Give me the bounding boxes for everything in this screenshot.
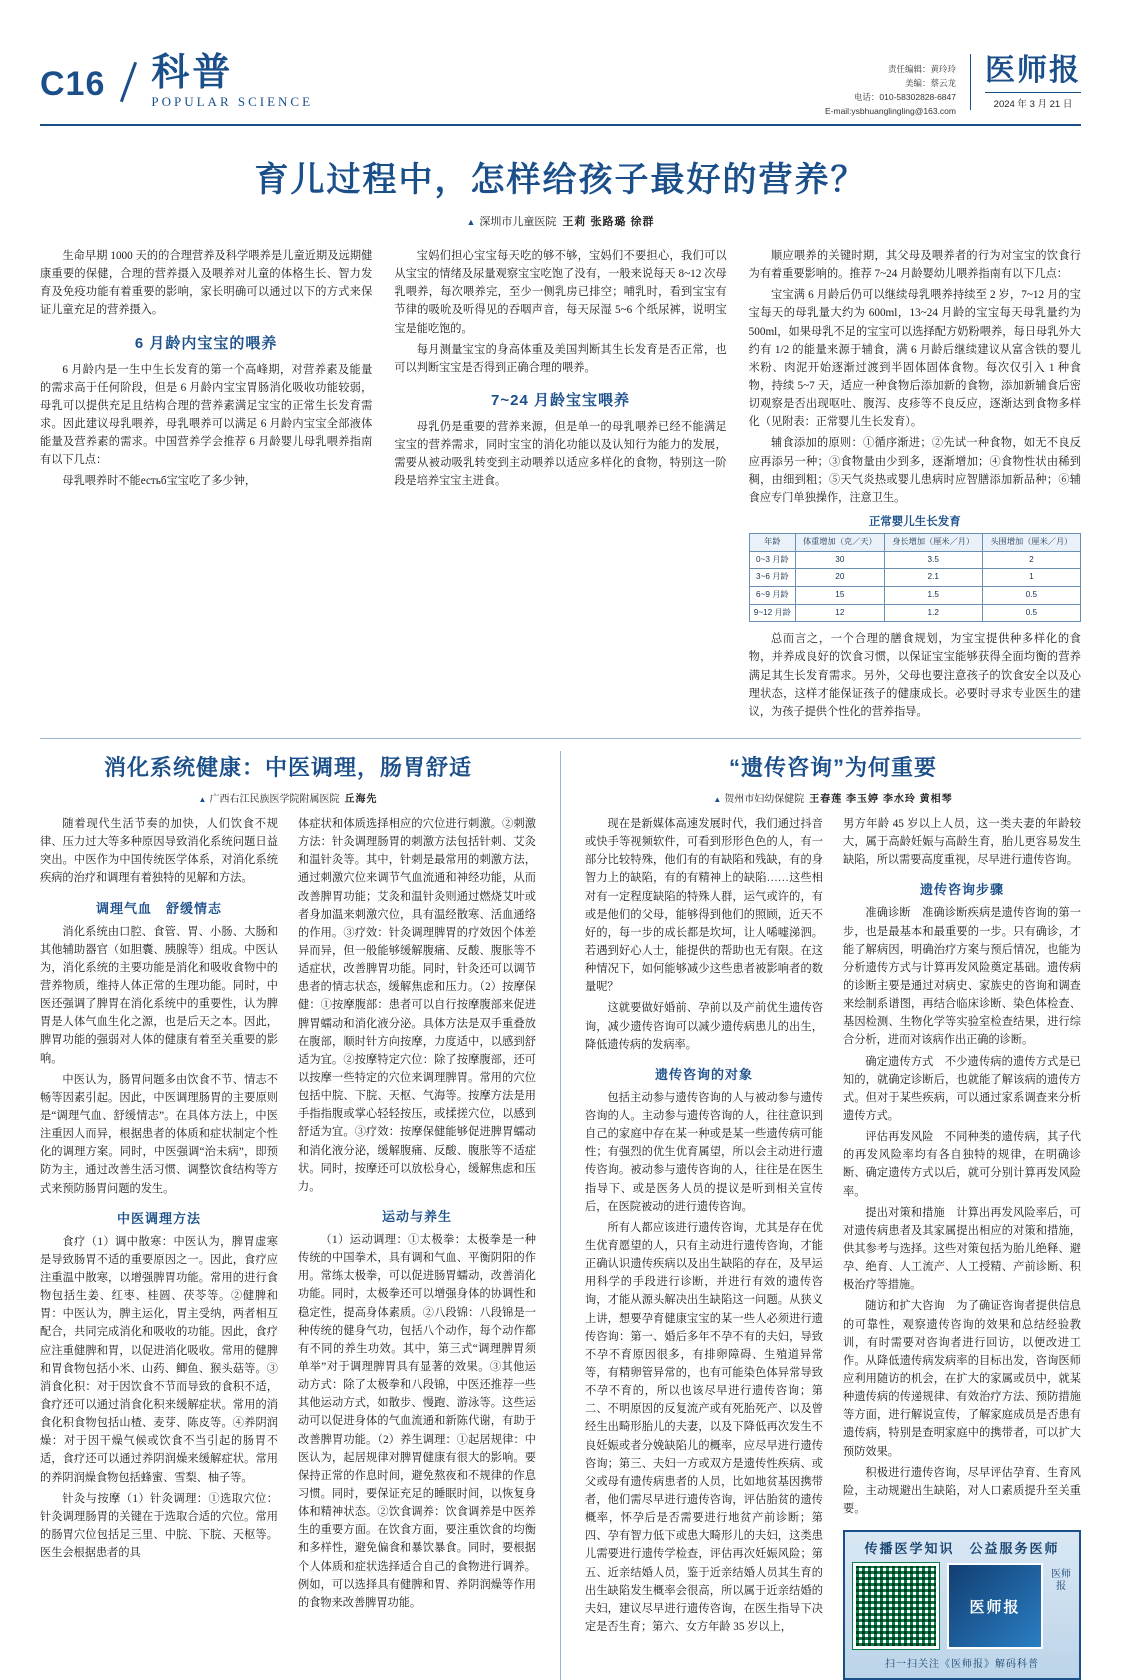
article-title-genetic: “遗传咨询”为何重要 <box>728 755 937 781</box>
slash-divider-icon <box>115 59 141 103</box>
genetic-col-1 <box>585 815 823 1680</box>
paragraph: 母乳仍是重要的营养来源，但是单一的母乳喂养已经不能满足宝宝的营养需求，同时宝宝的消化功能以及认知行为能力的发展，需要从被动吸乳转变到主动喂养以适应多样化的食物，特别这一阶段是培养宝宝主进食。 <box>394 421 727 488</box>
lower-articles <box>40 751 1081 1680</box>
masthead-left <box>40 54 313 108</box>
article-byline-genetic <box>585 790 1081 805</box>
cell: 1 <box>982 569 1080 587</box>
cell: 30 <box>796 551 885 569</box>
page-number: C16 <box>40 65 106 103</box>
paragraph: 确定遗传方式 不少遗传病的遗传方式是已知的，就确定诊断后，也就能了解该病的遗传方式。但对于某些疾病，可以通过家系调查来分析遗传方式。 <box>843 1055 1081 1122</box>
section-title-block <box>151 54 313 108</box>
credit-designer: 美编：蔡云龙 <box>904 78 956 89</box>
subheading-6month: 6 月龄内宝宝的喂养 <box>134 334 278 352</box>
credit-editor: 责任编辑：黄玲玲 <box>887 64 956 74</box>
paragraph: 男方年龄 45 岁以上人员，这一类夫妻的年龄较大，属于高龄妊娠与高龄生育，胎儿更容易发生缺陷，所以需要高度重视，尽早进行遗传咨询。 <box>843 818 1081 867</box>
article-genetic-counseling <box>585 751 1081 1680</box>
subheading-steps: 遗传咨询步骤 <box>919 882 1004 898</box>
paragraph: 母乳喂养时不能естьб宝宝吃了多少钟， <box>62 475 257 488</box>
masthead-credits <box>825 54 956 118</box>
lead-byline <box>40 213 1081 229</box>
lead-headline: 育儿过程中，怎样给孩子最好的营养？ <box>254 161 867 200</box>
lead-col-2 <box>394 247 726 724</box>
article-digestive <box>40 751 536 1680</box>
cell: 0.5 <box>982 604 1080 622</box>
table-row <box>749 604 1080 622</box>
promo-caption: 扫一扫关注《医师报》解码科普 <box>885 1659 1039 1671</box>
cell: 1.2 <box>884 604 982 622</box>
triangle-bullet-icon: ▲ <box>713 795 722 805</box>
paragraph: 评估再发风险 不同种类的遗传病，其子代的再发风险率均有各自独特的规律，在明确诊断、确定遗传方式以后，就可分别计算再发风险率。 <box>843 1131 1081 1198</box>
lead-byline-names: 王莉 张路璐 徐群 <box>562 216 655 229</box>
paragraph: 宝宝满 6 月龄后仍可以继续母乳喂养持续至 2 岁，7~12 月的宝宝每天的母乳量大约为 600ml，13~24 月龄的宝宝每天母乳量约为 500ml，如果母乳不足的宝宝可以选择配方奶粉喂养，每日母乳外大约有 1/2 的能量来源于辅食，满 6 月龄后继续建议从富含铁的婴儿米粉、肉泥开始逐渐过渡到半固体固体食物。每次仅引入 1 种食物，持续 5~7 天，适应一种食物后添加新的食物，添加新辅食后密切观察是否出现呕吐、腹泻、皮疹等不良反应，逐渐达到食物多样化（见附表：正常婴儿生长发育）。 <box>748 289 1081 429</box>
th-head: 头围增加（厘米／月） <box>982 534 1080 552</box>
th-length: 身长增加（厘米／月） <box>884 534 982 552</box>
promo-box[interactable] <box>843 1530 1081 1680</box>
promo-title: 传播医学知识 公益服务医师 <box>864 1541 1060 1557</box>
credit-email: E-mail:ysbhuanglingling@163.com <box>824 106 956 117</box>
cell: 15 <box>796 587 885 605</box>
paragraph: 生命早期 1000 天的的合理营养及科学喂养是儿童近期及远期健康重要的保健，合理的营养摄入及喂养对儿童的体格生长、智力发育及免疫功能有着重要的影响，家长明确可以通过以下的方式来保证儿童充足的营养摄入。 <box>40 250 373 317</box>
paragraph: 准确诊断 准确诊断疾病是遗传咨询的第一步，也是最基本和最重要的一步。只有确诊，才能了解病因，明确治疗方案与预后情况，也能为分析遗传方式与计算再发风险奠定基础。遗传病的诊断主要是通过对病史、家族史的咨询和调查来绘制系谱图，再结合临床诊断、染色体检查、基因检测、生物化学等实验室检查结果，进行综合分析，进而对该病作出正确的诊断。 <box>843 907 1081 1047</box>
paragraph: 中医认为，肠胃问题多由饮食不节、情志不畅等因素引起。因此，中医调理肠胃的主要原则是“调理气血、舒缓情志”。在具体方法上，中医注重因人而异，根据患者的体质和症状制定个性化的调理方案。同时，中医强调“治未病”，即预防为主，通过改善生活习惯、调整饮食结构等方式来预防肠胃问题的发生。 <box>40 1073 278 1195</box>
promo-side-label: 医师报 <box>1051 1569 1071 1592</box>
cell: 0.5 <box>982 587 1080 605</box>
publication-date: 2024 年 3 月 21 日 <box>985 92 1081 110</box>
growth-table-title: 正常婴儿生长发育 <box>868 516 961 529</box>
paper-logo <box>970 54 1081 110</box>
section-divider <box>40 738 1081 739</box>
cell: 3~6 月龄 <box>749 569 795 587</box>
digestive-columns <box>40 815 536 1615</box>
paragraph: 体症状和体质选择相应的穴位进行刺激。②刺激方法：针灸调理肠胃的刺激方法包括针刺、艾灸和温针灸等。其中，针刺是最常用的刺激方法，通过刺激穴位来调节气血流通和神经功能，从而改善脾胃功能；艾灸和温针灸则通过燃烧艾叶或者身加温来刺激穴位，具有温经散寒、活血通络的作用。③疗效：针灸调理脾胃的疗效因个体差异而异，但一般能够缓解腹痛、反酸、腹胀等不适症状，改善脾胃功能。同时，针灸还可以调节患者的情志状态，缓解焦虑和压力。（2）按摩保健：①按摩腹部：患者可以自行按摩腹部来促进脾胃蠕动和消化液分泌。具体方法是双手重叠放在腹部，顺时针方向按摩，力度适中，以感到舒适为宜。②按摩特定穴位：除了按摩腹部，还可以按摩一些特定的穴位来调理脾胃。常用的穴位包括中脘、下脘、天枢、气海等。按摩方法是用手指指腹或掌心轻轻按压，或揉搓穴位，以感到舒适为宜。③疗效：按摩保健能够促进脾胃蠕动和消化液分泌，缓解腹痛、反酸、腹胀等不适症状。同时，按摩还可以放松身心，缓解焦虑和压力。 <box>298 818 536 1193</box>
cell: 0~3 月龄 <box>749 551 795 569</box>
column-divider <box>560 751 561 1680</box>
cell: 2 <box>982 551 1080 569</box>
promo-banner: 医师报 <box>947 1563 1043 1649</box>
cell: 3.5 <box>884 551 982 569</box>
triangle-bullet-icon: ▲ <box>198 795 207 805</box>
lead-col-1 <box>40 247 372 724</box>
paragraph: 所有人都应该进行遗传咨询，尤其是存在优生优育愿望的人，只有主动进行遗传咨询，才能正确认识遗传疾病以及出生缺陷的存在，及早运用科学的手段进行诊断，并进行有效的遗传咨询，才能从源头解决出生缺陷这一问题。从狭义上讲，想要孕育健康宝宝的某一些人必须进行遗传咨询：第一、婚后多年不孕不有的夫妇，导致不孕不育原因很多，有排卵障碍、生殖道异常等，有精卵管异常的，也有可能染色体异常导致不孕不育的，所以也该尽早进行遗传咨询；第二、不明原因的反复流产或有死胎死产、以及曾经生出畸形胎儿的夫妻，以及下降低再次发生不良妊娠或者分娩缺陷儿的概率，应尽早进行遗传咨询；第三、夫妇一方或双方是遗传性疾病、或父或母有遗传病患者的人员，比如地贫基因携带者，他们需尽早进行遗传咨询，评估胎贫的遗传概率，怀孕后是否需要进行地贫产前诊断；第四、孕有智力低下或患大畸形儿的夫妇，这类患儿需要进行遗传学检查，评估再次妊娠风险；第五、近亲结婚人员，鉴于近亲结婚人员其生育的出生缺陷发生概率会很高，所以属于近亲结婚的夫妇，建议尽早进行遗传咨询，在医生指导下决定是否生育；第六、女方年龄 35 岁以上， <box>585 1221 823 1633</box>
byline-org: 广西右江民族医学院附属医院 <box>209 794 340 806</box>
paragraph: 6 月龄内是一生中生长发育的第一个高峰期，对营养素及能量的需求高于任何阶段，但是 6 月龄内宝宝胃肠消化吸收功能较弱，母乳可以提供充足且结构合理的营养素满足宝宝的正常生长发育需求。因此建议母乳喂养，母乳喂养可以满足 6 月龄内宝宝全部液体能量及营养素的需求。中国营养学会推荐 6 月龄婴儿母乳喂养指南有以下几点： <box>40 363 373 467</box>
subheading-exercise: 运动与养生 <box>381 1208 452 1224</box>
article-title-digestive: 消化系统健康：中医调理，肠胃舒适 <box>103 755 472 781</box>
paragraph: 针灸与按摩（1）针灸调理：①选取穴位：针灸调理肠胃的关键在于选取合适的穴位。常用的肠胃穴位包括足三里、中脘、下脘、天枢等。医生会根据患者的具 <box>40 1492 278 1560</box>
lead-col-3 <box>749 247 1081 724</box>
growth-table <box>749 533 1081 622</box>
digestive-col-2 <box>298 815 536 1615</box>
qr-code-icon[interactable] <box>853 1563 939 1649</box>
paragraph: 随着现代生活节奏的加快，人们饮食不规律、压力过大等多种原因导致消化系统问题日益突出。中医作为中国传统医学体系，对消化系统疾病的治疗和调理有着独特的见解和方法。 <box>40 818 278 885</box>
digestive-col-1 <box>40 815 278 1615</box>
paragraph: 现在是新媒体高速发展时代，我们通过抖音或快手等视频软件，可看到形形色色的人，有一部分比较特殊，他们有的有缺陷和残缺，有的身智力上的缺陷，有的有精神上的缺陷……这些相对有一定程度缺陷的特殊人群，运气或许的，有或是他们的父母，能够得到他们的照顾，近天不好的，每一步的成长都是坎坷，让人唏嘘涕泗。若遇到好心人士，能提供的帮助也无有限。在这种情况下，如何能够减少这些患者被影响者的数量呢？ <box>585 818 823 994</box>
paragraph: 消化系统由口腔、食管、胃、小肠、大肠和其他辅助器官（如胆囊、胰腺等）组成。中医认为，消化系统的主要功能是消化和吸收食物中的营养物质，维持人体正常的生理功能。同时，中医还强调了脾胃在消化系统中的重要性，认为脾胃是人体气血生化之源，也是后天之本。因此，脾胃功能的强弱对人体的健康有着至关重要的影响。 <box>40 925 278 1065</box>
triangle-bullet-icon: ▲ <box>466 217 476 228</box>
section-title-en: POPULAR SCIENCE <box>151 94 314 109</box>
lead-article-columns <box>40 247 1081 724</box>
byline-names: 丘海先 <box>344 794 378 806</box>
paragraph: 包括主动参与遗传咨询的人与被动参与遗传咨询的人。主动参与遗传咨询的人，往往意识到自己的家庭中存在某一种或是某一些遗传病可能性；有强烈的优生优育属望，所以会主动进行遗传咨询。被动参与遗传咨询的人，往往是在医生指导下、或是医务人员的提议是听到相关宣传后，在医院被动的进行遗传咨询。 <box>585 1091 823 1213</box>
paragraph: 这就要做好婚前、孕前以及产前优生遗传咨询，减少遗传咨询可以减少遗传病患儿的出生，降低遗传病的发病率。 <box>585 1002 823 1051</box>
cell: 20 <box>796 569 885 587</box>
subheading-7to24month: 7~24 月龄宝宝喂养 <box>491 392 630 410</box>
paragraph: 提出对策和措施 计算出再发风险率后，可对遗传病患者及其家属提出相应的对策和措施，供其参考与选择。这些对策包括为胎儿绝释、避孕、绝育、人工流产、人工授精、产前诊断、积极治疗等措施。 <box>843 1206 1081 1292</box>
paragraph: 辅食添加的原则：①循序渐进；②先试一种食物，如无不良反应再添另一种；③食物量由少到多，逐渐增加；④食物性状由稀到稠，由细到粗；⑤天气炎热或婴儿患病时应智膳添加新品种；⑥辅食应专门单独操作，注意卫生。 <box>748 437 1081 504</box>
subheading-qixue: 调理气血 舒缓情志 <box>95 900 222 916</box>
cell: 9~12 月龄 <box>749 604 795 622</box>
genetic-columns <box>585 815 1081 1680</box>
cell: 12 <box>796 604 885 622</box>
paragraph: 宝妈们担心宝宝每天吃的够不够，宝妈们不要担心，我们可以从宝宝的情绪及尿量观察宝宝吃饱了没有，一般来说每天 8~12 次母乳喂养，每次喂养完，至少一侧乳房已排空；哺乳时，看到宝宝有节律的吸吮及听得见的吞咽声音，每天尿湿 5~6 个纸尿裤，说明宝宝是能吃饱的。 <box>394 250 727 335</box>
table-header-row <box>749 534 1080 552</box>
paragraph: （1）运动调理：①太极拳：太极拳是一种传统的中国拳术，具有调和气血、平衡阴阳的作用。常练太极拳，可以促进肠胃蠕动，改善消化功能。同时，太极拳还可以增强身体的协调性和稳定性，提高身体素质。②八段锦：八段锦是一种传统的健身气功，包括八个动作，每个动作都有不同的养生功效。其中，第三式“调理脾胃须单举”对于调理脾胃具有显著的效果。③其他运动方式：除了太极拳和八段锦，中医还推荐一些其他运动方式，如散步、慢跑、游泳等。这些运动可以促进身体的气血流通和新陈代谢，有助于改善脾胃功能。（2）养生调理：①起居规律：中医认为，起居规律对脾胃健康有很大的影响。要保持正常的作息时间，避免熬夜和不规律的作息习惯。同时，要保证充足的睡眠时间，以恢复身体和精神状态。②饮食调养：饮食调养是中医养生的重要方面。在饮食方面，要注重饮食的均衡和多样性，避免偏食和暴饮暴食。同时，要根据个人体质和症状选择适合自己的食物进行调养。例如，可以选择具有健脾和胃、养阴润燥等作用的食物来改善脾胃功能。 <box>298 1233 536 1609</box>
subheading-target: 遗传咨询的对象 <box>654 1066 753 1082</box>
section-title-cn: 科普 <box>151 52 234 94</box>
cell: 6~9 月龄 <box>749 587 795 605</box>
byline-org: 贺州市妇幼保健院 <box>724 794 805 806</box>
paragraph: 顺应喂养的关键时期，其父母及喂养者的行为对宝宝的饮食行为有着重要影响的。推荐 7~24 月龄婴幼儿喂养指南有以下几点： <box>748 250 1081 281</box>
paragraph: 每月测量宝宝的身高体重及美国判断其生长发育是否正常，也可以判断宝宝是否得到正确合理的喂养。 <box>394 343 727 374</box>
cell: 2.1 <box>884 569 982 587</box>
table-row <box>749 569 1080 587</box>
article-byline-digestive <box>40 790 536 805</box>
table-row <box>749 587 1080 605</box>
masthead <box>40 54 1081 126</box>
byline-names: 王春莲 李玉婷 李水玲 黄相琴 <box>809 794 953 806</box>
th-age: 年龄 <box>749 534 795 552</box>
table-row <box>749 551 1080 569</box>
paragraph: 总而言之，一个合理的膳食规划，为宝宝提供种多样化的食物，并养成良好的饮食习惯，以保证宝宝能够获得全面均衡的营养满足其生长发育需求。另外，父母也要注意孩子的饮食安全以及心理状态，这样才能保证孩子的健康成长。必要时寻求专业医生的建议，为孩子提供个性化的营养指导。 <box>748 633 1081 718</box>
genetic-col-2 <box>843 815 1081 1680</box>
paper-name: 医师报 <box>985 54 1081 87</box>
subheading-tcm-methods: 中医调理方法 <box>116 1210 201 1226</box>
masthead-right <box>825 54 1081 118</box>
promo-row <box>853 1563 1071 1649</box>
cell: 1.5 <box>884 587 982 605</box>
paragraph: 积极进行遗传咨询，尽早评估孕育、生育风险，主动规避出生缺陷，对人口素质提升至关重要。 <box>843 1466 1081 1515</box>
lead-byline-org: 深圳市儿童医院 <box>479 216 557 229</box>
paragraph: 随访和扩大咨询 为了确证咨询者提供信息的可靠性，观察遗传咨询的效果和总结经验教训，有时需要对咨询者进行回访，以便改进工作。从降低遗传病发病率的目标出发，咨询医师应利用随访的机会，在扩大的家属或员中，就某种遗传病的传递规律、有效治疗方法、预防措施等方面，进行解说宣传，了解家庭成员是否患有遗传病，特别是查明家庭中的携带者，可以扩大预防效果。 <box>843 1300 1081 1458</box>
credit-phone: 电话：010-58302828-6847 <box>853 92 956 103</box>
th-weight: 体重增加（克／天） <box>796 534 885 552</box>
paragraph: 食疗（1）调中散寒：中医认为，脾胃虚寒是导致肠胃不适的重要原因之一。因此，食疗应注重温中散寒，以增强脾胃功能。常用的进行食物包括生姜、红枣、桂圆、茯苓等。②健脾和胃：中医认为，脾主运化，胃主受纳，两者相互配合，共同完成消化和吸收的功能。因此，食疗应注重健脾和胃，以促进消化吸收。常用的健脾和胃食物包括小米、山药、鲫鱼、猴头菇等。③消食化积：对于因饮食不节而导致的食积不适，食疗还可以通过消食化积来缓解症状。常用的消食化积食物包括山楂、麦芽、陈皮等。④养阴润燥：对于因干燥气候或饮食不当引起的肠胃不适，食疗还可以通过养阴润燥来缓解症状。常用的养阴润燥食物包括蜂蜜、雪梨、柚子等。 <box>40 1235 278 1484</box>
